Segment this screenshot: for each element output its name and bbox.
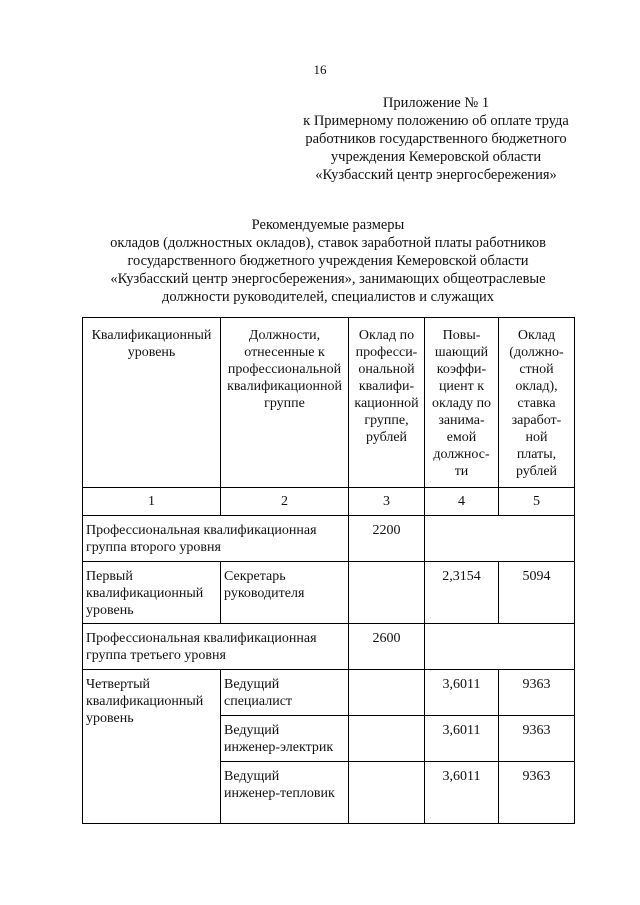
column-number: 5 xyxy=(499,488,575,516)
qualification-level: Первый квалификационный уровень xyxy=(83,562,221,624)
table-row xyxy=(83,670,575,716)
appendix-line: «Кузбасский центр энергосбережения» xyxy=(315,167,557,183)
group-name: Профессиональная квалификационная группа третьего уровня xyxy=(83,624,349,670)
coefficient: 2,3154 xyxy=(425,562,499,624)
column-number: 3 xyxy=(349,488,425,516)
pay-amount: 5094 xyxy=(499,562,575,624)
group-name: Профессиональная квалификационная группа второго уровня xyxy=(83,516,349,562)
document-title xyxy=(70,216,586,306)
header-positions: Должности, отнесенные к профессиональной квалификационной группе xyxy=(221,318,349,488)
qualification-level: Четвертый квалификационный уровень xyxy=(83,670,221,824)
column-number: 2 xyxy=(221,488,349,516)
column-number-row xyxy=(83,488,575,516)
coefficient: 3,6011 xyxy=(425,670,499,716)
header-group-salary: Оклад по професси- ональной квалифи- кационной группе, рублей xyxy=(349,318,425,488)
title-line: «Кузбасский центр энергосбережения», занимающих общеотраслевые xyxy=(110,271,546,287)
empty-cell xyxy=(349,716,425,762)
position-name: Ведущий специалист xyxy=(221,670,349,716)
appendix-note xyxy=(260,94,612,184)
appendix-line: работников государственного бюджетного xyxy=(305,131,567,147)
appendix-line: к Примерному положению об оплате труда xyxy=(303,113,569,129)
column-number: 1 xyxy=(83,488,221,516)
column-number: 4 xyxy=(425,488,499,516)
appendix-line: учреждения Кемеровской области xyxy=(330,149,542,165)
table-header-row xyxy=(83,318,575,488)
title-line: окладов (должностных окладов), ставок заработной платы работников xyxy=(110,235,546,251)
position-name: Ведущий инженер-электрик xyxy=(221,716,349,762)
group-salary: 2200 xyxy=(349,516,425,562)
group-row-second-level xyxy=(83,516,575,562)
title-line: Рекомендуемые размеры xyxy=(251,217,405,233)
title-line: должности руководителей, специалистов и служащих xyxy=(161,289,494,305)
header-pay: Оклад (должно- стной оклад), ставка заработ- ной платы, рублей xyxy=(499,318,575,488)
salary-table xyxy=(82,317,575,824)
page-number: 16 xyxy=(313,62,327,77)
position-name: Секретарь руководителя xyxy=(221,562,349,624)
pay-amount: 9363 xyxy=(499,670,575,716)
group-salary: 2600 xyxy=(349,624,425,670)
empty-cell xyxy=(349,670,425,716)
empty-cell xyxy=(349,562,425,624)
empty-cell xyxy=(349,762,425,824)
coefficient: 3,6011 xyxy=(425,716,499,762)
header-qualification-level: Квалификационный уровень xyxy=(83,318,221,488)
title-line: государственного бюджетного учреждения Кемеровской области xyxy=(127,253,529,269)
header-coefficient: Повы- шающий коэффи- циент к окладу по занима- емой должнос- ти xyxy=(425,318,499,488)
position-name: Ведущий инженер-тепловик xyxy=(221,762,349,824)
appendix-line: Приложение № 1 xyxy=(382,95,490,111)
empty-cell xyxy=(425,624,575,670)
coefficient: 3,6011 xyxy=(425,762,499,824)
pay-amount: 9363 xyxy=(499,716,575,762)
empty-cell xyxy=(425,516,575,562)
pay-amount: 9363 xyxy=(499,762,575,824)
table-row xyxy=(83,562,575,624)
group-row-third-level xyxy=(83,624,575,670)
